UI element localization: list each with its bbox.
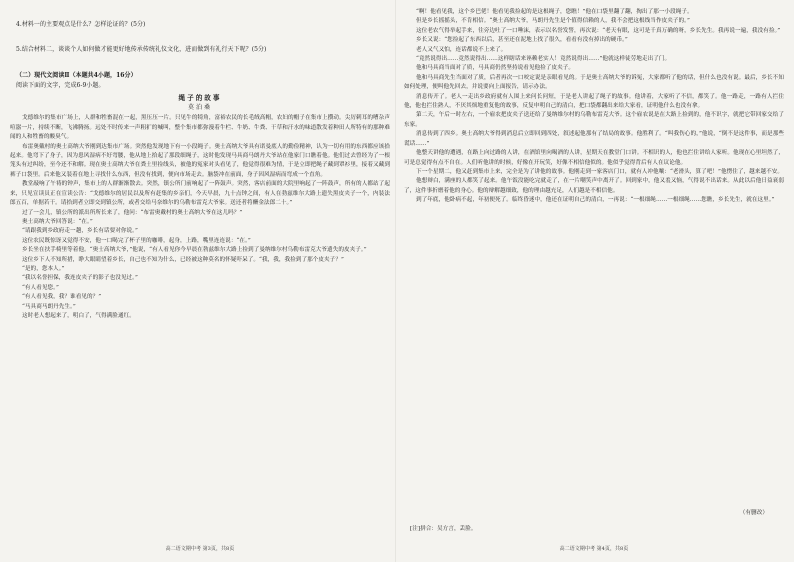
page-left bbox=[10, 8, 390, 562]
dialogue-line: 这位农民既惊讶又觉得不安，他一口喝完了杯子里的咖啡，起身，上路，嘴里连连说：“在。” bbox=[22, 237, 251, 244]
paragraph: 戈德维尔的集市广场上，人群和牲畜混在一起，黑压压一片。只见牛的犄角，富裕农民的长毛绒高帽，农妇的帽子在集市上攒动。尖厉刺耳的嘈杂声喧嚣一片，持续不断，飞沸腾扬。远处不时传来一声粗犷的喊叫，整个集市都弥漫着牛栏、牛奶、牛粪、干草和汗水的味道散发着种田人所特有的那种难闻的人和牲畜的酸臭气。 bbox=[10, 115, 390, 141]
dialogue-line: 这时老人想起来了，明白了，气得满脸通红。 bbox=[22, 312, 135, 319]
paragraph: 消息传到了四乡。奥士高纳大爷得到消息后立即回到四处，叙述起他那有了结局的故事。他胜利了。“叫我伤心的，”他说，“倒不是这件事，而是那些谎话……” bbox=[404, 131, 784, 147]
paragraph: “竟然说得出……竟然说得出……这样瞎话来诬赖老实人！竟然说得出……”他就这样徒劳地走出了门。 bbox=[416, 56, 671, 63]
page-divider bbox=[395, 0, 396, 562]
page-right bbox=[404, 8, 784, 562]
paragraph: 布雷奥戴村的奥士高纳大爷刚到达集市广场。突然他发现地下有一小段绳子。奥士高纳大爷具有诺曼底人的勤俭精神，认为一切有用的东西都应该拾起来。他弯下了身子，因为患风湿病不好弯腰，他从地上拾起了那段细绳子，这时他发现马具商马朗丹大爷站在他家门口瞧着他。他们过去曾经为了一根笼头有过纠纷，至今还不和解。现在奥士高纳大爷在粪土里捡线头，被他的冤家对头看见了，他觉得很难为情，于是立即把绳子藏到罩衫里，接着又藏到裤子口袋里。后来他又装着在地上寻找什么东西，但没有找到，便向市场走去。脑袋冲在前面，身子因风湿病而弯成一个直角。 bbox=[10, 143, 390, 178]
section-heading: （二）现代文阅读Ⅱ（本题共4小题，16分） bbox=[16, 71, 137, 79]
paragraph: 消息传开了。老人一走出乡政府就有人围上来问长问短，于是老人讲起了绳子的故事。他讲着，大家听了不信，都笑了。他一路走，一路有人拦住他，他也拦住熟人，不厌其烦地重复他的故事，反复申明自己的清白，把口袋都翻出来给大家看，证明他什么也没有拿。 bbox=[404, 93, 784, 110]
story-right-paragraphs-b bbox=[404, 130, 784, 205]
dialogue-line: 奥士高纳大爷回答说：“在。” bbox=[22, 218, 93, 225]
paragraph: 乡长又说：“您捡起了东西以后，甚至还在泥地上找了很久，看看有没有掉出的硬币。” bbox=[416, 37, 628, 44]
question-4: 4.材料一的主要观点是什么？怎样论证的？(5分) bbox=[16, 21, 146, 28]
dialogue-line: “我以名誉担保，我连皮夹子的影子也没见过。” bbox=[22, 275, 138, 282]
paragraph: 第二天，午后一时左右，一个雇农把皮夹子送还给了曼纳维尔村的乌勒布雷克大爷。这个雇农说是在大路上捡到的，他不识字，就把它带回家交给了东家。 bbox=[404, 112, 784, 128]
paragraph: 教堂敲响了午祷的钟声，集市上的人群渐渐散去。突然，镇公所门前响起了一阵鼓声。突然，客店前面的大院里响起了一阵鼓声，所有的人都站了起来，只见宣读员正在宣读公告：“戈德维尔的居民以及所有赶集的乡亲们，今天早晨，九十点钟之间，有人在勃兹维尔大路上遗失黑皮夹子一个，内装法郎五百，单据若干。请拾到者立即交到镇公所，或者交给马奈维尔的乌勒布雷克大爷家。送还者将酬金法郎二十。” bbox=[10, 181, 390, 207]
paragraph: 到了年底，他卧病不起，年初便死了。临终昏迷中，他还在证明自己的清白，一再说：“一根细绳……一根细绳……您瞧，乡长先生，就在这里。” bbox=[416, 197, 775, 204]
paragraph: 他想辩白，满座的人都笑了起来。他午饭没能吃完就走了，在一片嘲笑声中离开了。回到家中，他又羞又恼，气得说不出话来。从此以后他日益衰弱了，这件事折磨着他的身心。他的辩解越细致，他的理由越充足，人们越是不相信他。 bbox=[404, 178, 784, 194]
dialogue-line: 这位乡下人不知所措，睁大眼睛望着乡长，自己也不知为什么，已经被这种莫名的怀疑吓呆了。“我，我，我捡到了那个皮夹子？” bbox=[22, 256, 344, 263]
paragraph: 他和马具商先生当面对了质，后者再次一口咬定说是亲眼看见的。于是奥士高纳大爷的诉冤，大家都听了他的话，但什么也没有说。最后，乡长不知如何处理，便叫他先回去，并说要向上面报告，请示办法。 bbox=[404, 74, 784, 91]
dialogue-line: “有人看见您。” bbox=[22, 284, 59, 291]
story-right-paragraphs-a bbox=[404, 8, 784, 130]
paragraph: 但是乡长摇摇头，不肯相信。“奥士高纳大爷，马朗丹先生是个值得信赖的人，我不会把这根线当作皮夹子的。” bbox=[416, 18, 690, 25]
question-5: 5.结合材料二，谈谈个人如何做才能更好地传承传统礼仪文化，进而做到有礼行天下呢？(5分) bbox=[16, 46, 267, 54]
paragraph: 这位老农气得举起手来，往旁边吐了一口唾沫，表示以名誉发誓，再次说：“老天有眼，这可是千真万确的呀，乡长先生。我再说一遍，我没有捡。” bbox=[416, 27, 781, 34]
paragraph: 老人又气又怕，连话都说不上来了。 bbox=[416, 46, 507, 53]
dialogue-line: “马具商马朗丹先生。” bbox=[22, 303, 76, 310]
story-left-dialogue bbox=[10, 218, 390, 321]
paragraph: 他整天讲他的遭遇，在路上向过路的人讲，在酒馆里向喝酒的人讲，星期天在教堂门口讲。不相识的人，他也拦住讲给人家听。他现在心里坦然了，可是总觉得有点不自在。人们听他讲的时候，好像在开玩笑，好像不相信他似的。他似乎觉得背后有人在议论他。 bbox=[404, 150, 784, 166]
paragraph: “啊！他看见我，这个乡巴佬！他看见我捡起的是这根绳子，您瞧！”他在口袋里翻了翻，掏出了那一小段绳子。 bbox=[416, 9, 693, 15]
paragraph: 他和马具商当面对了质，马具商仍然坚持说看见他捡了皮夹子。 bbox=[416, 65, 575, 72]
story-left-paragraphs bbox=[10, 114, 390, 217]
footnote: [注]拼合：吴方言，丢脸。 bbox=[410, 525, 477, 532]
page-footer-left: 高二语文期中考 第3页，共8页 bbox=[165, 545, 235, 552]
dialogue-line: 乡长坐在扶手椅里等着他。“奥士高纳大爷，”他说，“有人看见你今早晨在勃兹维尔大路上捡到了曼纳维尔村乌勒布雷克大爷遗失的皮夹子。” bbox=[22, 247, 367, 254]
paragraph: 过了一会儿，镇公所的派出所所长来了，他问：“布雷奥戴村的奥士高纳大爷在这儿吗？” bbox=[22, 209, 243, 216]
revised-note: （有删改） bbox=[739, 509, 768, 516]
section-intro: 阅读下面的文字，完成6-9小题。 bbox=[16, 82, 105, 90]
dialogue-line: “是的，您本人。” bbox=[22, 265, 65, 272]
story-title: 绳子的故事 bbox=[178, 93, 222, 102]
paragraph: 下一个星期二，他又赶到集市上来，完全是为了讲他的故事。他刚走到一家客店门口，就有人冲他嚷：“老滑头，算了吧！”他愣住了，越来越不安。 bbox=[416, 168, 784, 175]
story-author: 莫泊桑 bbox=[187, 104, 212, 112]
page-footer-right: 高二语文期中考 第4页，共8页 bbox=[559, 545, 629, 552]
dialogue-line: “有人看见我，我？谁看见的？” bbox=[22, 294, 102, 301]
dialogue-line: “请跟我到乡政府走一趟，乡长有话要对你说。” bbox=[22, 228, 138, 235]
